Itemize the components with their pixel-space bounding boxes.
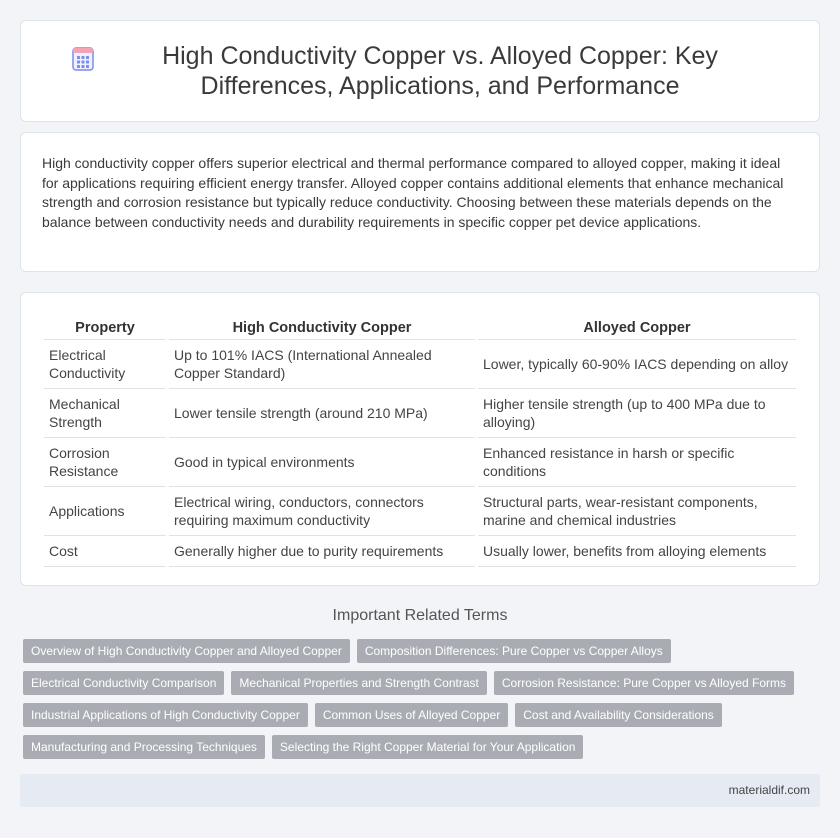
- related-term-tag[interactable]: Mechanical Properties and Strength Contrast: [231, 671, 486, 695]
- table-cell: Higher tensile strength (up to 400 MPa due to alloying): [478, 389, 796, 438]
- table-cell: Up to 101% IACS (International Annealed Copper Standard): [169, 340, 475, 389]
- intro-paragraph: High conductivity copper offers superior electrical and thermal performance compared to alloyed copper, making it ideal for applications requiring efficient energy transfer. Alloyed copper contains additional elements that enhance mechanical strength and corrosion resistance but typically reduce conductivity. Choosing between these materials depends on the balance between conductivity needs and durability requirements in specific copper pet device applications.: [42, 155, 784, 230]
- column-header-property: Property: [44, 314, 166, 340]
- related-term-tag[interactable]: Manufacturing and Processing Techniques: [23, 735, 265, 759]
- related-term-tag[interactable]: Electrical Conductivity Comparison: [23, 671, 224, 695]
- related-term-tag[interactable]: Common Uses of Alloyed Copper: [315, 703, 508, 727]
- document-grid-icon: [70, 46, 96, 72]
- table-cell: Generally higher due to purity requirements: [169, 536, 475, 567]
- table-cell: Enhanced resistance in harsh or specific conditions: [478, 438, 796, 487]
- table-cell: Structural parts, wear-resistant components, marine and chemical industries: [478, 487, 796, 536]
- table-row: [44, 389, 796, 438]
- table-cell: Electrical wiring, conductors, connectors requiring maximum conductivity: [169, 487, 475, 536]
- table-cell: Lower, typically 60-90% IACS depending on alloy: [478, 340, 796, 389]
- related-term-tag[interactable]: Industrial Applications of High Conductivity Copper: [23, 703, 308, 727]
- related-term-tag[interactable]: Cost and Availability Considerations: [515, 703, 722, 727]
- comparison-table-card: [20, 292, 820, 586]
- table-header-row: [44, 314, 796, 340]
- table-cell: Lower tensile strength (around 210 MPa): [169, 389, 475, 438]
- comparison-table: [41, 314, 799, 567]
- related-terms-list: [23, 639, 823, 759]
- column-header-high-conductivity: High Conductivity Copper: [169, 314, 475, 340]
- table-cell: Usually lower, benefits from alloying elements: [478, 536, 796, 567]
- table-cell: Mechanical Strength: [44, 389, 166, 438]
- table-cell: Electrical Conductivity: [44, 340, 166, 389]
- table-row: [44, 487, 796, 536]
- table-cell: Corrosion Resistance: [44, 438, 166, 487]
- table-row: [44, 536, 796, 567]
- table-cell: Cost: [44, 536, 166, 567]
- table-cell: Good in typical environments: [169, 438, 475, 487]
- footer-site-link[interactable]: materialdif.com: [728, 783, 810, 797]
- related-term-tag[interactable]: Overview of High Conductivity Copper and Alloyed Copper: [23, 639, 350, 663]
- footer-bar: [20, 774, 820, 807]
- table-cell: Applications: [44, 487, 166, 536]
- intro-card: [20, 132, 820, 272]
- related-term-tag[interactable]: Selecting the Right Copper Material for Your Application: [272, 735, 584, 759]
- related-term-tag[interactable]: Corrosion Resistance: Pure Copper vs Alloyed Forms: [494, 671, 794, 695]
- header-card: [20, 20, 820, 122]
- table-row: [44, 438, 796, 487]
- table-row: [44, 340, 796, 389]
- related-terms-heading: Important Related Terms: [332, 607, 508, 624]
- related-term-tag[interactable]: Composition Differences: Pure Copper vs Copper Alloys: [357, 639, 671, 663]
- column-header-alloyed: Alloyed Copper: [478, 314, 796, 340]
- page-title: High Conductivity Copper vs. Alloyed Copper: Key Differences, Applications, and Performance: [162, 42, 718, 100]
